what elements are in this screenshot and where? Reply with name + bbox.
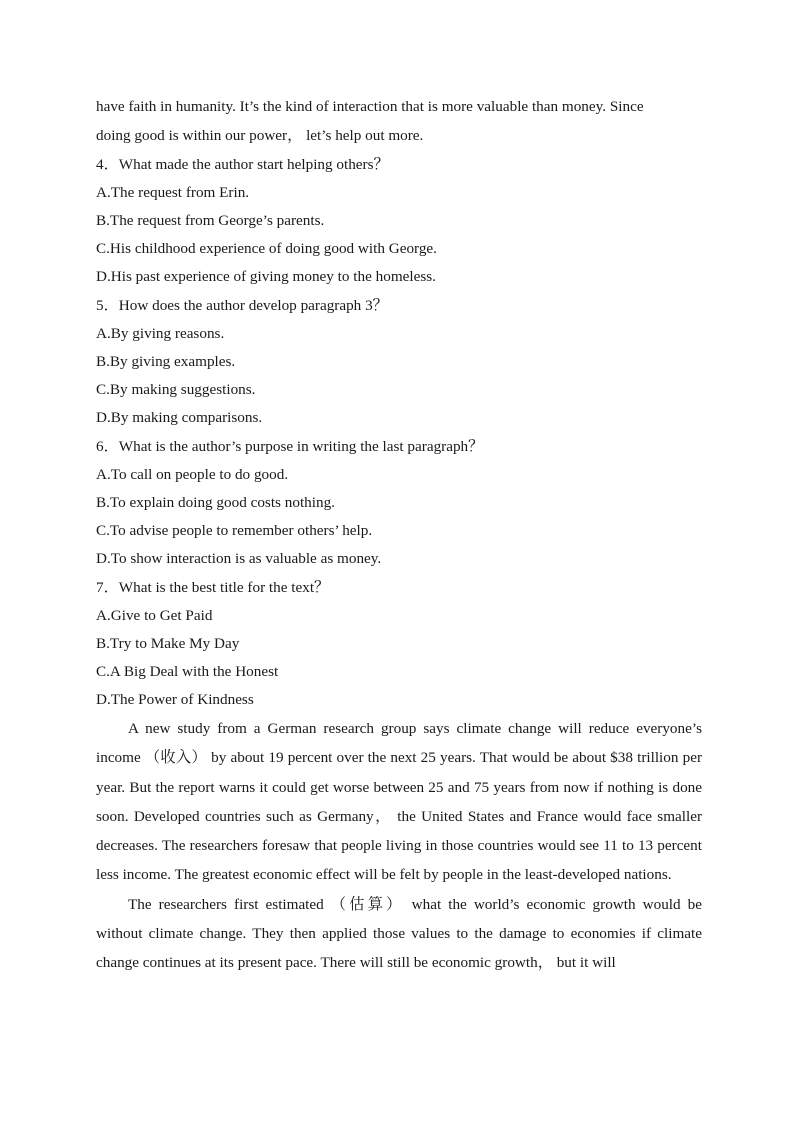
document-page (96, 92, 702, 978)
intro-paragraph (96, 92, 702, 150)
intro-line-2: doing good is within our power， let’s help out more. (96, 127, 424, 144)
option-d: D.By making comparisons. (96, 409, 263, 426)
option-b: B.By giving examples. (96, 353, 236, 370)
option-b: B.Try to Make My Day (96, 635, 240, 652)
option-c: C.By making suggestions. (96, 381, 256, 398)
option-b: B.The request from George’s parents. (96, 212, 325, 229)
question-stem: 7．What is the best title for the text？ (96, 579, 330, 596)
option-d: D.To show interaction is as valuable as money. (96, 550, 382, 567)
option-c: C.A Big Deal with the Honest (96, 663, 279, 680)
intro-line-1: have faith in humanity. It’s the kind of interaction that is more valuable than money. Since (96, 98, 644, 115)
option-c: C.His childhood experience of doing good with George. (96, 240, 437, 257)
question-4 (96, 150, 702, 291)
option-d: D.The Power of Kindness (96, 691, 254, 708)
option-a: A.By giving reasons. (96, 325, 225, 342)
question-stem: 4．What made the author start helping others？ (96, 156, 389, 173)
question-6 (96, 432, 702, 573)
question-7 (96, 573, 702, 714)
option-a: A.To call on people to do good. (96, 466, 289, 483)
question-stem: 6．What is the author’s purpose in writing the last paragraph？ (96, 438, 484, 455)
option-a: A.Give to Get Paid (96, 607, 213, 624)
passage-paragraph-2: The researchers first estimated （估算） what the world’s economic growth would be without climate change. They then applied those values to the damage to economies if climate change continues at its present pace. There will still be economic growth， but it will (96, 895, 702, 972)
option-c: C.To advise people to remember others’ help. (96, 522, 373, 539)
question-stem: 5．How does the author develop paragraph 3？ (96, 297, 388, 314)
option-a: A.The request from Erin. (96, 184, 250, 201)
reading-passage (96, 714, 702, 978)
option-b: B.To explain doing good costs nothing. (96, 494, 335, 511)
question-5 (96, 291, 702, 432)
passage-paragraph-1: A new study from a German research group says climate change will reduce everyone’s income （收入） by about 19 percent over the next 25 years. That would be about $38 trillion per year. But the report warns it could get worse between 25 and 75 years from now if nothing is done soon. Developed countries such as Germany， the United States and France would face smaller decreases. The researchers foresaw that people living in those countries would see 11 to 13 percent less income. The greatest economic effect will be felt by people in the least-developed nations. (96, 720, 702, 884)
option-d: D.His past experience of giving money to the homeless. (96, 268, 436, 285)
